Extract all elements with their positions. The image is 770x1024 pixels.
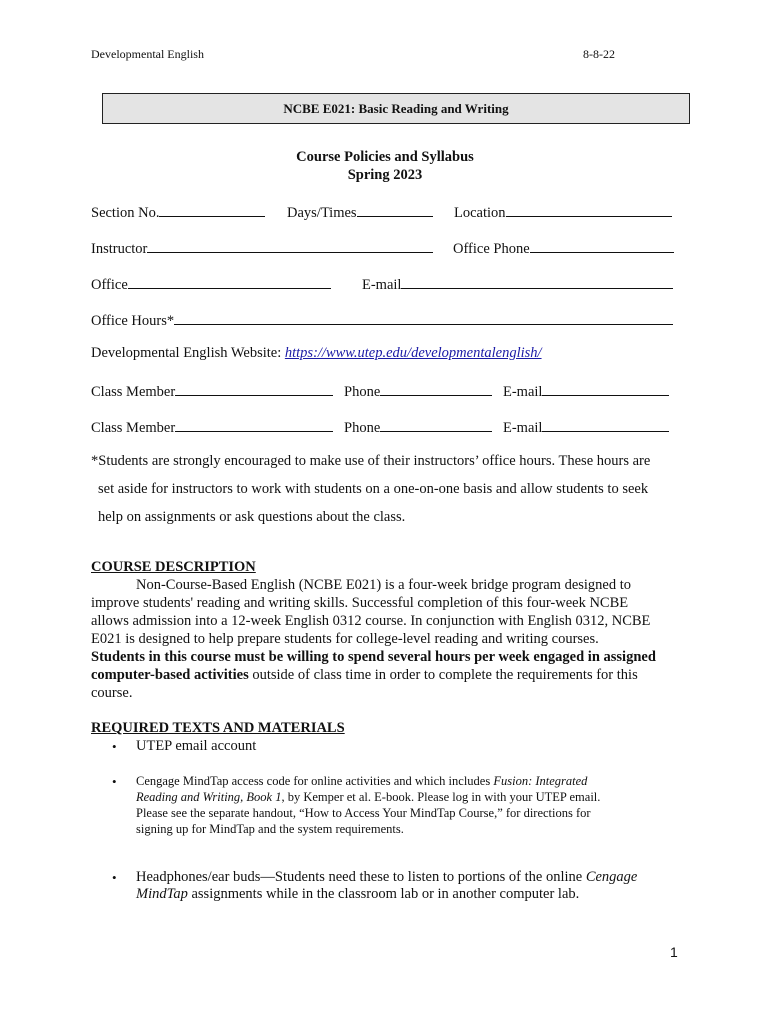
office-phone-field[interactable] bbox=[453, 238, 674, 258]
email-blank[interactable] bbox=[401, 274, 673, 289]
material-item-headphones-line-1 bbox=[136, 869, 637, 886]
class-member-2-phone-blank[interactable] bbox=[380, 417, 492, 432]
email-field[interactable] bbox=[362, 274, 673, 294]
class-member-2-email-field[interactable] bbox=[503, 417, 669, 437]
course-description-line-5: Students in this course must be willing to spend several hours per week engaged in assigned bbox=[91, 649, 656, 665]
class-member-1-email-field[interactable] bbox=[503, 381, 669, 401]
course-description-bold-phrase: computer-based activities bbox=[91, 667, 249, 683]
headphones-line-1-text: Headphones/ear buds—Students need these to listen to portions of the online bbox=[136, 869, 586, 885]
mindtap-book-title-part-1: Fusion: Integrated bbox=[493, 774, 588, 788]
location-field[interactable] bbox=[454, 202, 672, 222]
days-times-blank[interactable] bbox=[357, 202, 433, 217]
page-number: 1 bbox=[670, 944, 678, 960]
office-phone-blank[interactable] bbox=[530, 238, 674, 253]
office-blank[interactable] bbox=[128, 274, 331, 289]
section-no-blank[interactable] bbox=[159, 202, 265, 217]
days-times-label: Days/Times bbox=[287, 205, 357, 221]
mindtap-line-1-text: Cengage MindTap access code for online activities and which includes bbox=[136, 774, 494, 788]
class-member-2-email-label: E-mail bbox=[503, 420, 543, 436]
material-item-email: UTEP email account bbox=[136, 738, 257, 754]
course-title-box bbox=[102, 93, 690, 124]
course-description-line-7: course. bbox=[91, 685, 133, 701]
mindtap-line-2-text: , by Kemper et al. E-book. Please log in with your UTEP email. bbox=[281, 790, 601, 804]
course-description-heading: COURSE DESCRIPTION bbox=[91, 559, 256, 575]
course-description-line-1: Non-Course-Based English (NCBE E021) is a four-week bridge program designed to bbox=[136, 577, 632, 593]
class-member-1-label: Class Member bbox=[91, 384, 176, 400]
section-no-field[interactable] bbox=[91, 202, 265, 222]
headphones-mindtap-word: MindTap bbox=[136, 886, 188, 902]
course-description-line-6-rest: outside of class time in order to complete the requirements for this bbox=[248, 667, 638, 683]
website-row bbox=[91, 345, 542, 362]
material-item-mindtap-line-3: Please see the separate handout, “How to Access Your MindTap Course,” for directions for bbox=[136, 806, 591, 820]
office-hours-note-line-1: *Students are strongly encouraged to make use of their instructors’ office hours. These hours are bbox=[91, 453, 651, 469]
bullet-3: • bbox=[112, 870, 117, 885]
course-title: NCBE E021: Basic Reading and Writing bbox=[283, 100, 509, 116]
class-member-1-email-label: E-mail bbox=[503, 384, 543, 400]
office-hours-blank[interactable] bbox=[174, 310, 673, 325]
office-hours-field[interactable] bbox=[91, 310, 673, 330]
email-label: E-mail bbox=[362, 277, 402, 293]
course-description-line-2: improve students' reading and writing skills. Successful completion of this four-week NCBE bbox=[91, 595, 629, 611]
course-description-line-4: E021 is designed to help prepare students for college-level reading and writing courses. bbox=[91, 631, 599, 647]
material-item-mindtap-line-1 bbox=[136, 774, 587, 789]
mindtap-book-title-part-2: Reading and Writing, Book 1 bbox=[136, 790, 282, 804]
class-member-2-email-blank[interactable] bbox=[542, 417, 669, 432]
material-item-headphones-line-2 bbox=[136, 886, 579, 903]
class-member-1-phone-blank[interactable] bbox=[380, 381, 492, 396]
instructor-field[interactable] bbox=[91, 238, 433, 258]
office-hours-note-line-2: set aside for instructors to work with students on a one-on-one basis and allow students to seek bbox=[98, 481, 649, 497]
section-no-label: Section No. bbox=[91, 205, 160, 221]
subtitle-policies: Course Policies and Syllabus bbox=[296, 149, 474, 165]
office-hours-label: Office Hours* bbox=[91, 313, 175, 329]
instructor-blank[interactable] bbox=[147, 238, 433, 253]
required-texts-heading: REQUIRED TEXTS AND MATERIALS bbox=[91, 720, 345, 736]
subtitle-term: Spring 2023 bbox=[347, 167, 423, 183]
website-link[interactable]: https://www.utep.edu/developmentalenglish/ bbox=[284, 345, 542, 361]
class-member-1-phone-field[interactable] bbox=[344, 381, 492, 401]
instructor-label: Instructor bbox=[91, 241, 148, 257]
course-description-line-3: allows admission into a 12-week English 0312 course. In conjunction with English 0312, NCBE bbox=[91, 613, 651, 629]
bullet-2: • bbox=[112, 774, 117, 789]
header-date: 8-8-22 bbox=[583, 47, 615, 61]
days-times-field[interactable] bbox=[287, 202, 433, 222]
class-member-1-blank[interactable] bbox=[175, 381, 333, 396]
office-hours-note-line-3: help on assignments or ask questions about the class. bbox=[98, 509, 406, 525]
office-label: Office bbox=[91, 277, 128, 293]
course-description-line-6 bbox=[91, 667, 638, 684]
website-label: Developmental English Website: bbox=[91, 345, 285, 361]
headphones-cengage-word: Cengage bbox=[585, 869, 638, 885]
class-member-2-phone-field[interactable] bbox=[344, 417, 492, 437]
location-blank[interactable] bbox=[506, 202, 672, 217]
class-member-2-phone-label: Phone bbox=[344, 420, 381, 436]
class-member-2-blank[interactable] bbox=[175, 417, 333, 432]
class-member-1-email-blank[interactable] bbox=[542, 381, 669, 396]
office-phone-label: Office Phone bbox=[453, 241, 530, 257]
header-left: Developmental English bbox=[91, 47, 204, 61]
class-member-2-label: Class Member bbox=[91, 420, 176, 436]
class-member-2-field[interactable] bbox=[91, 417, 333, 437]
material-item-mindtap-line-4: signing up for MindTap and the system requirements. bbox=[136, 822, 404, 836]
location-label: Location bbox=[454, 205, 506, 221]
class-member-1-phone-label: Phone bbox=[344, 384, 381, 400]
office-field[interactable] bbox=[91, 274, 331, 294]
class-member-1-field[interactable] bbox=[91, 381, 333, 401]
bullet-1: • bbox=[112, 739, 117, 754]
material-item-mindtap-line-2 bbox=[136, 790, 600, 805]
headphones-line-2-text: assignments while in the classroom lab or in another computer lab. bbox=[187, 886, 580, 902]
